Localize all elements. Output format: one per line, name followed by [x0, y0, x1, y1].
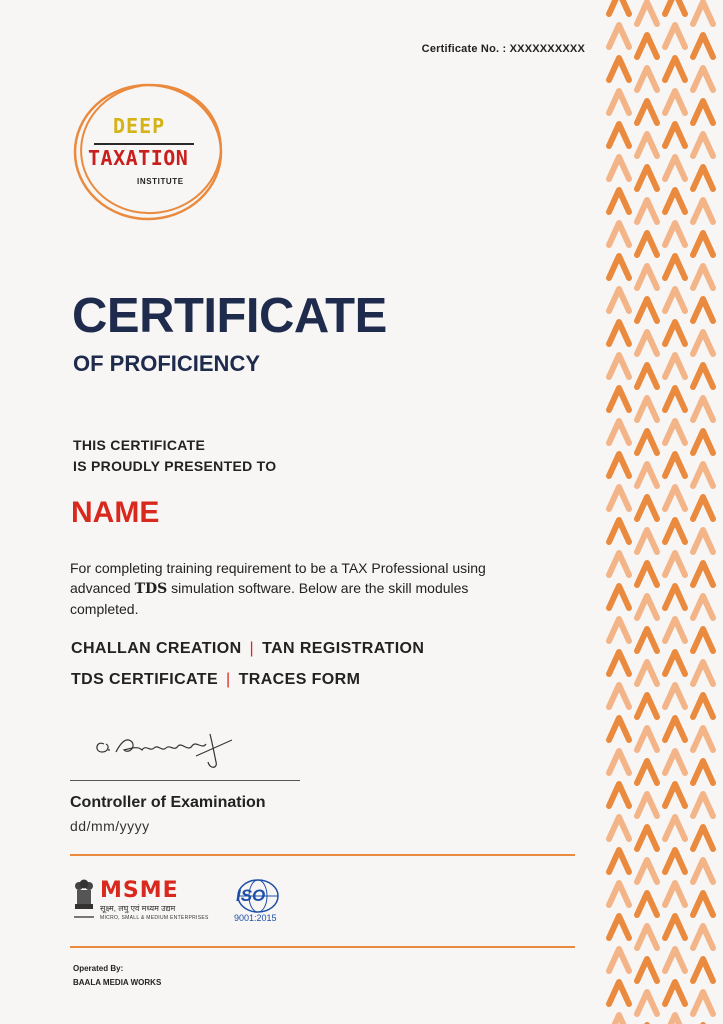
chevron-shape	[637, 926, 657, 948]
chevron-shape	[637, 167, 657, 189]
chevron-shape	[609, 916, 629, 938]
chevron-shape	[693, 662, 713, 684]
module-challan-creation: CHALLAN CREATION	[71, 640, 242, 657]
chevron-shape	[609, 619, 629, 641]
presented-text	[73, 435, 276, 477]
chevron-shape	[665, 25, 685, 47]
chevron-shape	[693, 233, 713, 255]
divider-bottom	[70, 946, 575, 948]
chevron-shape	[637, 35, 657, 57]
recipient-name: NAME	[71, 496, 160, 529]
chevron-shape	[609, 718, 629, 740]
iso-number: 9001:2015	[234, 913, 277, 923]
chevron-shape	[665, 91, 685, 113]
chevron-shape	[693, 134, 713, 156]
chevron-shape	[609, 256, 629, 278]
iso-label: ISO	[236, 886, 266, 905]
chevron-shape	[665, 652, 685, 674]
chevron-shape	[637, 200, 657, 222]
chevron-shape	[665, 784, 685, 806]
chevron-shape	[609, 355, 629, 377]
msme-subtitle: MICRO, SMALL & MEDIUM ENTERPRISES	[100, 915, 209, 921]
chevron-shape	[637, 629, 657, 651]
chevron-shape	[609, 124, 629, 146]
module-tan-registration: TAN REGISTRATION	[262, 640, 425, 657]
chevron-shape	[609, 883, 629, 905]
chevron-shape	[609, 289, 629, 311]
chevron-shape	[693, 365, 713, 387]
chevron-shape	[693, 332, 713, 354]
chevron-shape	[665, 454, 685, 476]
chevron-shape	[637, 398, 657, 420]
chevron-shape	[609, 850, 629, 872]
chevron-shape	[665, 883, 685, 905]
chevron-shape	[609, 0, 629, 14]
chevron-shape	[665, 949, 685, 971]
chevron-shape	[693, 431, 713, 453]
operator-name: BAALA MEDIA WORKS	[73, 978, 162, 987]
chevron-shape	[637, 728, 657, 750]
chevron-shape	[609, 223, 629, 245]
chevron-shape	[609, 982, 629, 1004]
chevron-shape	[637, 266, 657, 288]
chevron-shape	[609, 421, 629, 443]
module-traces-form: TRACES FORM	[238, 671, 361, 688]
chevron-shape	[693, 761, 713, 783]
divider-top	[70, 854, 575, 856]
chevron-shape	[665, 388, 685, 410]
chevron-shape	[637, 101, 657, 123]
chevron-shape	[693, 629, 713, 651]
chevron-shape	[609, 388, 629, 410]
chevron-shape	[665, 751, 685, 773]
certificate-title: CERTIFICATE	[72, 289, 387, 343]
module-separator: |	[226, 671, 231, 688]
chevron-shape	[637, 299, 657, 321]
chevron-shape	[693, 167, 713, 189]
chevron-shape	[609, 553, 629, 575]
chevron-shape	[609, 586, 629, 608]
module-tds-certificate: TDS CERTIFICATE	[71, 671, 219, 688]
chevron-shape	[665, 982, 685, 1004]
chevron-shape	[637, 596, 657, 618]
chevron-shape	[609, 520, 629, 542]
chevron-shape	[637, 365, 657, 387]
chevron-shape	[665, 421, 685, 443]
module-separator: |	[249, 640, 255, 657]
modules-row-2	[71, 671, 360, 689]
chevron-shape	[693, 266, 713, 288]
description-part-2: simulation software. Below are the skill modules completed.	[70, 580, 469, 617]
certificate-subtitle: OF PROFICIENCY	[73, 351, 261, 376]
chevron-shape	[637, 497, 657, 519]
chevron-shape	[665, 190, 685, 212]
chevron-shape	[609, 487, 629, 509]
chevron-shape	[693, 926, 713, 948]
chevron-shape	[609, 25, 629, 47]
chevron-shape	[665, 586, 685, 608]
chevron-shape	[665, 256, 685, 278]
chevron-shape	[693, 794, 713, 816]
chevron-shape	[693, 596, 713, 618]
chevron-shape	[637, 68, 657, 90]
chevron-shape	[665, 322, 685, 344]
chevron-shape	[693, 299, 713, 321]
chevron-shape	[693, 827, 713, 849]
chevron-shape	[637, 464, 657, 486]
chevron-shape	[693, 497, 713, 519]
chevron-shape	[609, 685, 629, 707]
chevron-shape	[665, 1015, 685, 1024]
chevron-shape	[693, 728, 713, 750]
modules-row-1	[71, 640, 424, 658]
chevron-shape	[693, 860, 713, 882]
chevron-shape	[637, 431, 657, 453]
chevron-shape	[609, 58, 629, 80]
chevron-shape	[665, 850, 685, 872]
chevron-shape	[637, 794, 657, 816]
chevron-pattern-decoration	[603, 0, 723, 1024]
chevron-shape	[609, 322, 629, 344]
chevron-shape	[665, 553, 685, 575]
logo-divider	[94, 143, 194, 145]
logo-taxation-text: TAXATION	[88, 146, 189, 170]
signatory-title: Controller of Examination	[70, 794, 266, 811]
chevron-shape	[609, 652, 629, 674]
msme-hindi-text: सूक्ष्म, लघु एवं मध्यम उद्यम	[100, 904, 176, 913]
chevron-shape	[665, 520, 685, 542]
chevron-shape	[665, 157, 685, 179]
chevron-shape	[609, 454, 629, 476]
chevron-shape	[693, 2, 713, 24]
chevron-shape	[609, 190, 629, 212]
chevron-shape	[637, 332, 657, 354]
issue-date: dd/mm/yyyy	[70, 818, 150, 834]
certificate-number: Certificate No. : XXXXXXXXXX	[421, 43, 585, 55]
chevron-shape	[693, 992, 713, 1014]
description	[70, 558, 530, 619]
chevron-shape	[637, 2, 657, 24]
chevron-shape	[693, 35, 713, 57]
chevron-shape	[665, 58, 685, 80]
national-emblem-icon	[72, 878, 96, 922]
chevron-shape	[637, 893, 657, 915]
chevron-shape	[693, 200, 713, 222]
chevron-shape	[637, 134, 657, 156]
operated-by	[73, 962, 161, 990]
chevron-shape	[637, 233, 657, 255]
chevron-shape	[693, 398, 713, 420]
institute-logo	[70, 76, 230, 226]
presented-line-2: IS PROUDLY PRESENTED TO	[73, 458, 277, 474]
chevron-shape	[609, 817, 629, 839]
chevron-shape	[665, 718, 685, 740]
logo-institute-text: INSTITUTE	[137, 177, 184, 186]
chevron-shape	[609, 157, 629, 179]
chevron-shape	[665, 223, 685, 245]
chevron-shape	[665, 916, 685, 938]
chevron-shape	[693, 893, 713, 915]
chevron-shape	[665, 619, 685, 641]
chevron-shape	[609, 784, 629, 806]
chevron-shape	[665, 685, 685, 707]
chevron-shape	[693, 68, 713, 90]
chevron-shape	[637, 860, 657, 882]
chevron-shape	[665, 355, 685, 377]
chevron-shape	[637, 761, 657, 783]
chevron-shape	[693, 959, 713, 981]
chevron-shape	[609, 1015, 629, 1024]
chevron-shape	[637, 662, 657, 684]
operated-label: Operated By:	[73, 964, 124, 973]
chevron-shape	[609, 751, 629, 773]
chevron-shape	[665, 487, 685, 509]
chevron-shape	[637, 827, 657, 849]
chevron-shape	[637, 695, 657, 717]
chevron-shape	[637, 563, 657, 585]
logo-deep-text: DEEP	[113, 114, 166, 138]
chevron-shape	[693, 695, 713, 717]
chevron-shape	[693, 464, 713, 486]
chevron-shape	[637, 959, 657, 981]
presented-line-1: THIS CERTIFICATE	[73, 437, 206, 453]
signature-icon	[92, 722, 242, 772]
description-bold: TDS	[134, 581, 168, 597]
chevron-shape	[609, 91, 629, 113]
chevron-shape	[693, 563, 713, 585]
chevron-shape	[637, 530, 657, 552]
description-part-1: For completing training requirement to be a TAX Professional using advanced	[70, 560, 486, 596]
signature-line	[70, 780, 300, 781]
chevron-shape	[637, 992, 657, 1014]
chevron-shape	[665, 289, 685, 311]
chevron-shape	[693, 101, 713, 123]
chevron-shape	[665, 817, 685, 839]
chevron-shape	[665, 0, 685, 14]
chevron-shape	[693, 530, 713, 552]
chevron-shape	[665, 124, 685, 146]
msme-logo: MSME	[100, 878, 179, 903]
chevron-shape	[609, 949, 629, 971]
